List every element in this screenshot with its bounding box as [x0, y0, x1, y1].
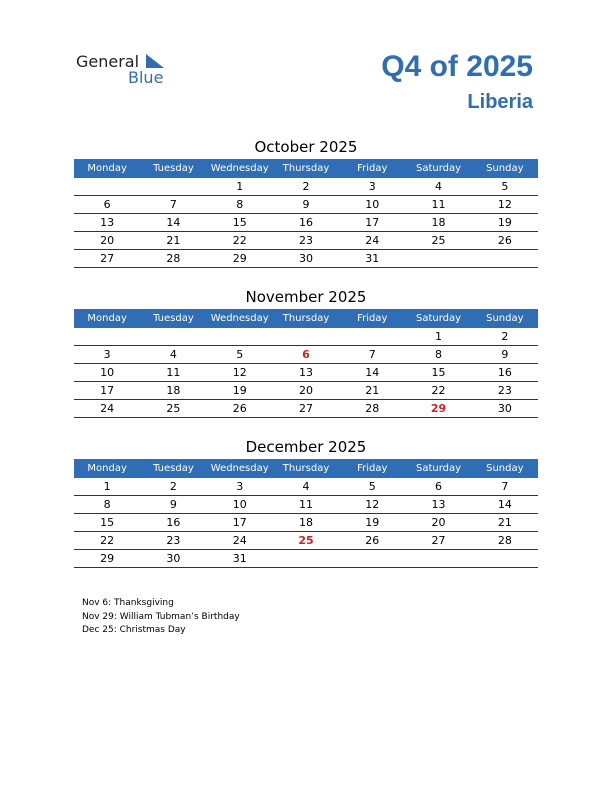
- weeks: [74, 328, 538, 418]
- weeks: [74, 178, 538, 268]
- week-row: [74, 346, 538, 364]
- day-cell: 19: [365, 516, 380, 529]
- day-cell: 8: [236, 198, 244, 211]
- day-cell: 16: [497, 366, 512, 379]
- day-cell: 11: [431, 198, 446, 211]
- day-cell: 24: [232, 534, 247, 547]
- week-row: [74, 196, 538, 214]
- day-cell: 28: [497, 534, 512, 547]
- day-cell: 24: [365, 234, 380, 247]
- day-cell: 16: [298, 216, 313, 229]
- month-calendar-november: [74, 286, 538, 418]
- day-cell: 17: [100, 384, 115, 397]
- week-row: [74, 364, 538, 382]
- day-cell: 29: [100, 552, 115, 565]
- week-row: [74, 178, 538, 196]
- day-cell: 20: [100, 234, 115, 247]
- day-cell: 25: [431, 234, 446, 247]
- week-row: [74, 514, 538, 532]
- day-cell: [74, 178, 140, 195]
- day-cell: [74, 328, 140, 345]
- day-cell: [273, 550, 339, 567]
- holiday-day-cell: 6: [302, 348, 310, 361]
- month-calendar-october: [74, 136, 538, 268]
- day-cell: 21: [497, 516, 512, 529]
- day-cell: 22: [100, 534, 115, 547]
- day-cell: 12: [497, 198, 512, 211]
- weekday-friday: Friday: [357, 313, 388, 324]
- week-row: [74, 232, 538, 250]
- weekday-sunday: Sunday: [486, 463, 524, 474]
- day-cell: [140, 178, 206, 195]
- day-cell: [207, 328, 273, 345]
- day-cell: 13: [298, 366, 313, 379]
- day-cell: 4: [169, 348, 177, 361]
- day-cell: [472, 250, 538, 267]
- weekday-wednesday: Wednesday: [210, 313, 269, 324]
- day-cell: 8: [435, 348, 443, 361]
- day-cell: [472, 550, 538, 567]
- day-cell: 10: [365, 198, 380, 211]
- day-cell: 15: [431, 366, 446, 379]
- day-cell: 3: [236, 480, 244, 493]
- month-title: October 2025: [254, 138, 358, 156]
- day-cell: 1: [236, 180, 244, 193]
- day-cell: 1: [435, 330, 443, 343]
- day-cell: 31: [232, 552, 247, 565]
- day-cell: 22: [431, 384, 446, 397]
- day-cell: 2: [169, 480, 177, 493]
- day-cell: [140, 328, 206, 345]
- country-name: Liberia: [467, 91, 533, 113]
- weekday-wednesday: Wednesday: [210, 163, 269, 174]
- day-cell: 21: [166, 234, 181, 247]
- weeks: [74, 478, 538, 568]
- day-cell: 23: [166, 534, 181, 547]
- day-cell: 9: [501, 348, 509, 361]
- day-cell: 5: [236, 348, 244, 361]
- day-cell: [339, 328, 405, 345]
- logo-flag-icon: [146, 54, 164, 68]
- day-cell: 27: [298, 402, 313, 415]
- holiday-item: Nov 6: Thanksgiving: [82, 598, 174, 608]
- day-cell: 9: [302, 198, 310, 211]
- day-cell: 30: [298, 252, 313, 265]
- day-cell: 11: [166, 366, 181, 379]
- day-cell: 30: [166, 552, 181, 565]
- weekday-sunday: Sunday: [486, 313, 524, 324]
- day-cell: 10: [232, 498, 247, 511]
- day-cell: 27: [431, 534, 446, 547]
- day-cell: 6: [435, 480, 443, 493]
- day-cell: 6: [103, 198, 111, 211]
- weekday-thursday: Thursday: [282, 313, 330, 324]
- day-cell: 27: [100, 252, 115, 265]
- day-cell: 10: [100, 366, 115, 379]
- day-cell: 20: [298, 384, 313, 397]
- day-cell: 19: [232, 384, 247, 397]
- month-title: December 2025: [245, 438, 367, 456]
- day-cell: 15: [232, 216, 247, 229]
- day-cell: 7: [169, 198, 177, 211]
- week-row: [74, 214, 538, 232]
- week-row: [74, 382, 538, 400]
- holiday-item: Dec 25: Christmas Day: [82, 625, 186, 635]
- day-cell: [405, 250, 471, 267]
- day-cell: 28: [166, 252, 181, 265]
- day-cell: 18: [298, 516, 313, 529]
- holiday-day-cell: 25: [298, 534, 314, 547]
- day-cell: 23: [298, 234, 313, 247]
- day-cell: 8: [103, 498, 111, 511]
- day-cell: 12: [365, 498, 380, 511]
- weekday-saturday: Saturday: [416, 163, 462, 174]
- weekday-wednesday: Wednesday: [210, 463, 269, 474]
- day-cell: 26: [497, 234, 512, 247]
- day-cell: 1: [103, 480, 111, 493]
- weekday-header: [74, 459, 538, 478]
- day-cell: 12: [232, 366, 247, 379]
- week-row: [74, 532, 538, 550]
- day-cell: 3: [368, 180, 376, 193]
- weekday-header: [74, 309, 538, 328]
- month-title: November 2025: [245, 288, 367, 306]
- day-cell: [339, 550, 405, 567]
- weekday-monday: Monday: [87, 463, 127, 474]
- day-cell: 26: [365, 534, 380, 547]
- weekday-monday: Monday: [87, 313, 127, 324]
- page-title: Q4 of 2025: [381, 50, 533, 83]
- day-cell: 7: [501, 480, 509, 493]
- weekday-tuesday: Tuesday: [153, 313, 194, 324]
- day-cell: 7: [368, 348, 376, 361]
- day-cell: [405, 550, 471, 567]
- day-cell: 28: [365, 402, 380, 415]
- day-cell: 17: [232, 516, 247, 529]
- day-cell: 15: [100, 516, 115, 529]
- day-cell: 22: [232, 234, 247, 247]
- day-cell: 14: [365, 366, 380, 379]
- day-cell: 13: [100, 216, 115, 229]
- day-cell: 13: [431, 498, 446, 511]
- weekday-tuesday: Tuesday: [153, 463, 194, 474]
- day-cell: 18: [431, 216, 446, 229]
- day-cell: 5: [501, 180, 509, 193]
- day-cell: 3: [103, 348, 111, 361]
- day-cell: 9: [169, 498, 177, 511]
- weekday-thursday: Thursday: [282, 163, 330, 174]
- day-cell: 25: [166, 402, 181, 415]
- week-row: [74, 496, 538, 514]
- day-cell: 2: [501, 330, 509, 343]
- holiday-list: [82, 597, 240, 638]
- weekday-sunday: Sunday: [486, 163, 524, 174]
- day-cell: [273, 328, 339, 345]
- weekday-monday: Monday: [87, 163, 127, 174]
- weekday-friday: Friday: [357, 463, 388, 474]
- day-cell: 31: [365, 252, 380, 265]
- day-cell: 5: [368, 480, 376, 493]
- day-cell: 23: [497, 384, 512, 397]
- month-calendar-december: [74, 436, 538, 568]
- day-cell: 24: [100, 402, 115, 415]
- weekday-thursday: Thursday: [282, 463, 330, 474]
- holiday-day-cell: 29: [430, 402, 447, 415]
- day-cell: 17: [365, 216, 380, 229]
- week-row: [74, 328, 538, 346]
- logo: [76, 52, 176, 88]
- week-row: [74, 550, 538, 568]
- day-cell: 30: [497, 402, 512, 415]
- day-cell: 29: [232, 252, 247, 265]
- weekday-friday: Friday: [357, 163, 388, 174]
- day-cell: 4: [302, 480, 310, 493]
- week-row: [74, 250, 538, 268]
- holiday-item: Nov 29: William Tubman’s Birthday: [82, 611, 240, 622]
- weekday-saturday: Saturday: [416, 313, 462, 324]
- weekday-header: [74, 159, 538, 178]
- day-cell: 18: [166, 384, 181, 397]
- weekday-tuesday: Tuesday: [153, 163, 194, 174]
- logo-text-blue: Blue: [128, 68, 164, 87]
- week-row: [74, 400, 538, 418]
- logo-text-general: General: [76, 52, 140, 71]
- day-cell: 26: [232, 402, 247, 415]
- week-row: [74, 478, 538, 496]
- day-cell: 20: [431, 516, 446, 529]
- day-cell: 21: [365, 384, 380, 397]
- day-cell: 4: [435, 180, 443, 193]
- day-cell: 14: [166, 216, 181, 229]
- day-cell: 11: [298, 498, 313, 511]
- day-cell: 2: [302, 180, 310, 193]
- day-cell: 19: [497, 216, 512, 229]
- weekday-saturday: Saturday: [416, 463, 462, 474]
- day-cell: 16: [166, 516, 181, 529]
- day-cell: 14: [497, 498, 512, 511]
